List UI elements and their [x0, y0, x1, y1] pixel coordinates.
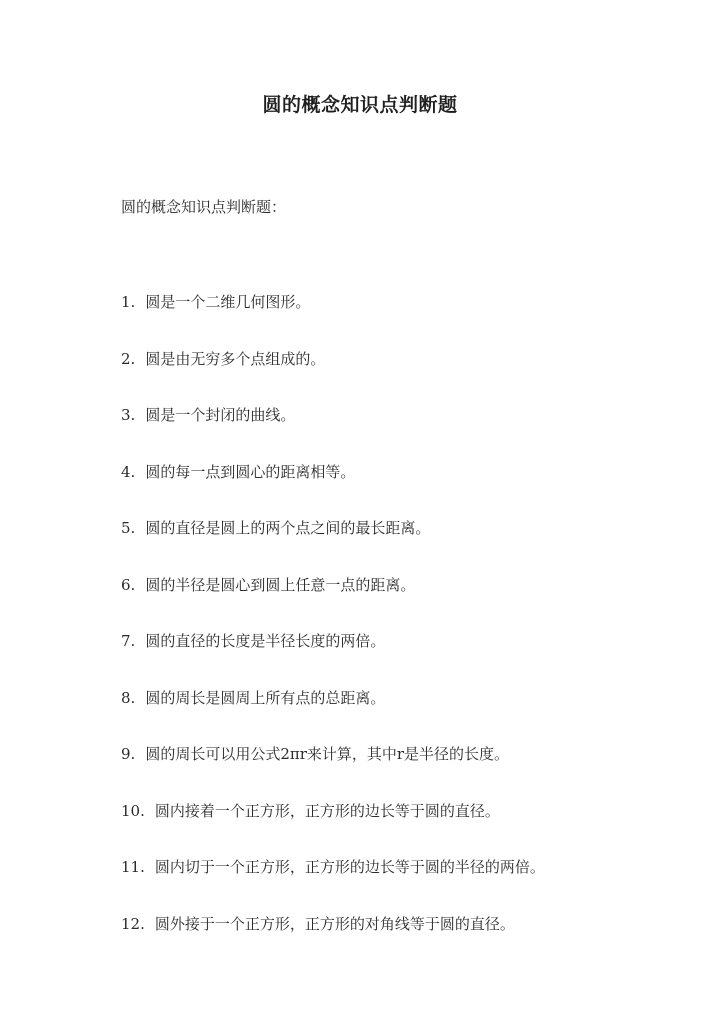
item-number: 12.	[121, 914, 145, 933]
item-number: 9.	[121, 745, 136, 763]
list-item	[121, 347, 681, 404]
list-item	[121, 516, 681, 573]
item-number: 6.	[121, 575, 136, 594]
list-item	[121, 912, 681, 969]
list-item	[121, 855, 681, 912]
item-number: 4.	[121, 462, 136, 481]
item-text: 圆的直径的长度是半径长度的两倍。	[145, 632, 386, 650]
item-text: 圆是由无穷多个点组成的。	[145, 349, 326, 368]
item-number: 3.	[121, 406, 136, 424]
list-item	[121, 742, 681, 799]
list-item	[121, 460, 681, 517]
question-list	[121, 290, 681, 968]
list-item	[121, 686, 681, 743]
item-number: 5.	[121, 519, 136, 537]
list-item	[121, 629, 681, 686]
item-text: 圆的每一点到圆心的距离相等。	[145, 462, 356, 481]
item-number: 11.	[121, 858, 145, 876]
item-text: 圆是一个封闭的曲线。	[145, 406, 296, 424]
item-number: 10.	[121, 801, 145, 820]
item-text: 圆的直径是圆上的两个点之间的最长距离。	[145, 519, 431, 537]
list-item	[121, 573, 681, 630]
item-text: 圆的半径是圆心到圆上任意一点的距离。	[145, 575, 416, 594]
item-number: 2.	[121, 349, 136, 368]
item-number: 7.	[121, 632, 136, 650]
list-item	[121, 403, 681, 460]
item-number: 1.	[121, 293, 136, 311]
intro-text: 圆的概念知识点判断题：	[121, 198, 287, 216]
list-item	[121, 799, 681, 856]
item-text: 圆的周长是圆周上所有点的总距离。	[145, 688, 386, 707]
item-text: 圆外接于一个正方形，正方形的对角线等于圆的直径。	[154, 914, 515, 933]
item-text: 圆是一个二维几何图形。	[145, 293, 311, 311]
item-text: 圆的周长可以用公式2πr来计算，其中r是半径的长度。	[145, 745, 510, 763]
list-item	[121, 290, 681, 347]
item-number: 8.	[121, 688, 136, 707]
item-text: 圆内接着一个正方形，正方形的边长等于圆的直径。	[154, 801, 500, 820]
item-text: 圆内切于一个正方形，正方形的边长等于圆的半径的两倍。	[154, 858, 545, 876]
page-title: 圆的概念知识点判断题	[262, 94, 458, 116]
